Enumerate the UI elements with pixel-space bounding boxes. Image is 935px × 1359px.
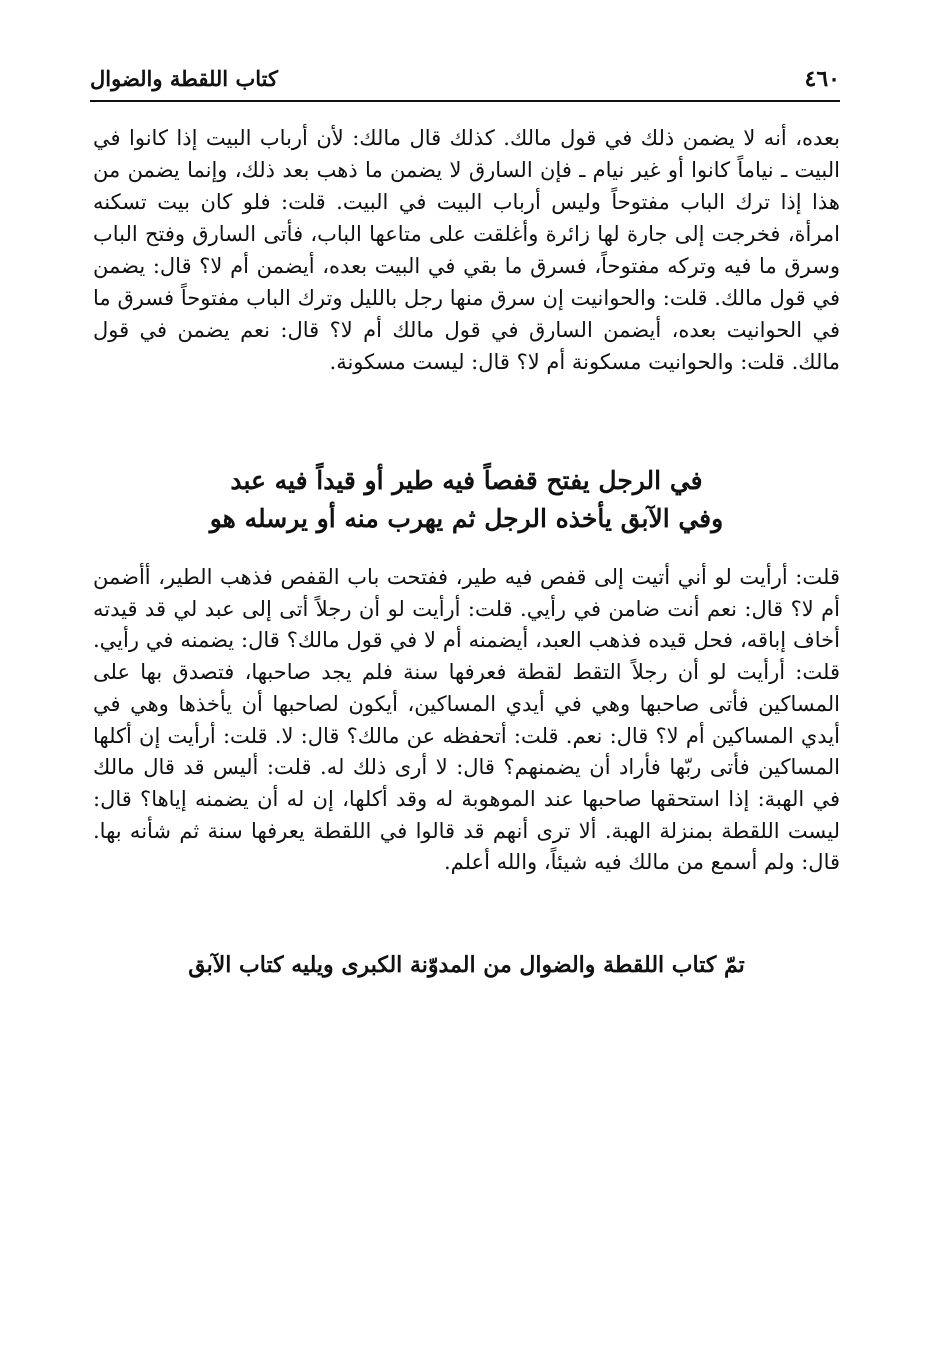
body-paragraph-2-text: قلت: أرأيت لو أني أتيت إلى قفص فيه طير، ففتحت باب القفص فذهب الطير، أأضمن أم لا؟ قال: نعم أنت ضامن في رأيي. قلت: أرأيت لو أن رجلاً أتى إلى عبد لي قد قيدته أخاف إباقه، فحل قيده فذهب العبد، أيضمنه أم لا في قول مالك؟ قال: يضمنه في رأيي. قلت: أرأيت لو أن رجلاً التقط لقطة فعرفها سنة فلم يجد صاحبها، فتصدق بها على المساكين فأتى صاحبها وهي في أيدي المساكين، أيكون لصاحبها أن يأخذها وهي في أيدي المساكين أم لا؟ قال: نعم. قلت: أتحفظه عن مالك؟ قال: لا. قلت: أرأيت إن أكلها المساكين فأتى ربّها فأراد أن يضمنهم؟ قال: لا أرى ذلك له. قلت: أليس قد قال مالك في الهبة: إذا استحقها صاحبها عند الموهوبة له وقد أكلها، إن له أن يضمنه إياها؟ قال: ليست اللقطة بمنزلة الهبة. ألا ترى أنهم قد قالوا في اللقطة يعرفها سنة ثم شأنه بها. قال: ولم أسمع من مالك فيه شيئاً، والله أعلم. bbox=[93, 565, 840, 875]
body-paragraph-1: بعده، أنه لا يضمن ذلك في قول مالك. كذلك قال مالك: لأن أرباب البيت إذا كانوا في البيت ـ نياماً كانوا أو غير نيام ـ فإن السارق لا يضمن ما ذهب بعد ذلك، وإنما يضمن من هذا إذا ترك الباب مفتوحاً وليس أرباب البيت في البيت. قلت: فلو كان بيت تسكنه امرأة، فخرجت إلى جارة لها زائرة وأغلقت على متاعها الباب، فأتى السارق وفتح الباب وسرق ما فيه وتركه مفتوحاً، فسرق ما بقي في البيت بعده، أيضمن أم لا؟ قال: يضمن في قول مالك. قلت: والحوانيت إن سرق منها رجل بالليل وترك الباب مفتوحاً فسرق ما في الحوانيت بعده، أيضمن السارق في قول مالك أم لا؟ قال: نعم يضمن في قول مالك. قلت: والحوانيت مسكونة أم لا؟ قال: ليست مسكونة. bbox=[93, 126, 840, 374]
heading-line-2: وفي الآبق يأخذه الرجل ثم يهرب منه أو يرسله هو bbox=[209, 504, 724, 533]
page-header bbox=[90, 60, 840, 102]
page-number: ٤٦٠ bbox=[804, 66, 840, 92]
running-title: كتاب اللقطة والضوال bbox=[90, 66, 278, 91]
closing-note: تمّ كتاب اللقطة والضوال من المدوّنة الكبرى ويليه كتاب الآبق bbox=[188, 952, 745, 978]
body-paragraph-2 bbox=[93, 562, 840, 879]
heading-line-1: في الرجل يفتح قفصاً فيه طير أو قيداً فيه عبد bbox=[230, 466, 703, 495]
section-heading bbox=[93, 462, 840, 538]
